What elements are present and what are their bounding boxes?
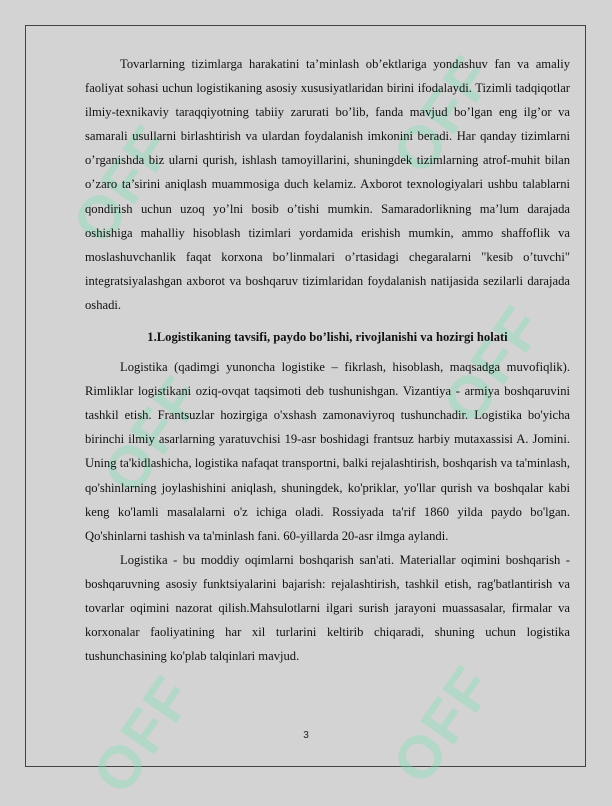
watermark: OFF	[79, 663, 207, 806]
watermark: OFF	[429, 293, 557, 436]
document-body	[85, 52, 570, 668]
paragraph-definition: Logistika - bu moddiy oqimlarni boshqarish san'ati. Materiallar oqimini boshqarish - boshqaruvning asosiy funktsiyalarini bajarish: rejalashtirish, tashkil etish, rag'batlantirish va tovarlar oqimini nazorat qilish.Mahsulotlarni ilgari surish jarayoni muassasalar, firmalar va korxonalar faoliyatining har xil turlarini keltirib chiqaradi, shuning uchun logistika tushunchasining ko'plab talqinlari mavjud.	[85, 552, 570, 664]
paragraph-intro: Tovarlarning tizimlarga harakatini ta’minlash ob’ektlariga yondashuv fan va amaliy faoliyat sohasi uchun logistikaning asosiy xususiyatlaridan birini ifodalaydi. Tizimli tadqiqotlar ilmiy-texnikaviy taraqqiyotning tabiiy zarurati bo’lib, fanda mavjud bo’lgan eng ilg’or va samarali usullarni birlashtirish va ulardan foydalanish imkonini beradi. Har qanday tizimlarni o’rganishda biz ularni qurish, ishlash tamoyillarini, shuningdek tizimlarning atrof-muhit bilan o’zaro ta’sirini aniqlash muammosiga duch kelamiz. Axborot texnologiyalari ushbu talablarni qondirish uchun uzoq yo’lni bosib o’tishi mumkin. Samaradorlikning ma’lum darajada oshishiga mahalliy hisoblash tizimlari yordamida erishish mumkin, ammo shaffoflik va moslashuvchanlik faqat korxona bo’linmalari o’rtasidagi chegaralarni "kesib o’tuvchi" integratsiyalashgan axborot va boshqaruv tizimlaridan foydalanish natijasida sezilarli darajada oshadi.	[85, 57, 570, 312]
watermark: OFF	[379, 43, 507, 186]
page-number: 3	[303, 730, 309, 741]
section-heading: 1.Logistikaning tavsifi, paydo bo’lishi, rivojlanishi va hozirgi holati	[147, 330, 508, 345]
watermark: OFF	[379, 653, 507, 796]
watermark: OFF	[89, 363, 217, 506]
paragraph-history: Logistika (qadimgi yunoncha logistike – fikrlash, hisoblash, maqsadga muvofiqlik). Rimliklar logistikani oziq-ovqat taqsimoti deb tushunishgan. Vizantiya - armiya boshqaruvini tashkil etish. Frantsuzlar hozirgiga o'xshash zamonaviyroq tushunchadir. Logistika bo'yicha birinchi ilmiy asarlarning yaratuvchisi 19-asr boshidagi frantsuz harbiy mutaxassisi A. Jomini. Uning ta'kidlashicha, logistika nafaqat transportni, balki rejalashtirish, boshqarish va ta'minlash, qo'shinlarning joylashishini aniqlash, shuningdek, ko'priklar, yo'llar qurish va boshqalar kabi keng ko'lamli masalalarni o'z ichiga oladi. Rossiyada ta'rif 1860 yilda paydo bo'lgan. Qo'shinlarni tashish va ta'minlash fani. 60-yillarda 20-asr ilmga aylandi.	[85, 360, 570, 543]
watermark: OFF	[59, 113, 187, 256]
